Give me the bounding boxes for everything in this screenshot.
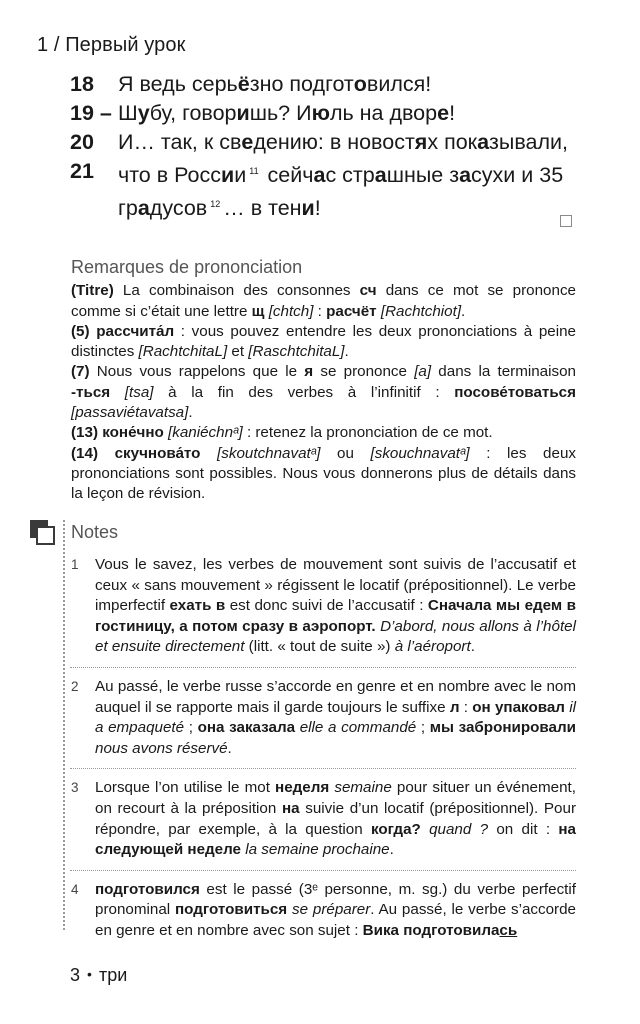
note-text: Vous le savez, les verbes de mouvement sont suivis de l’accusatif et ceux « sans mouvement » régissent le locatif (prépositionnel). Le verbe imperfectif ехать в est donc suivi de l’accusatif : Сначала мы едем в гостиницу, а потом сразу в аэропорт. D’abord, nous allons à l’hôtel et ensuite directement (litt. « tout de suite ») à l’aéroport.	[95, 556, 576, 656]
notes-icon	[30, 520, 58, 548]
note-item	[70, 667, 576, 768]
note-number: 3	[71, 780, 79, 796]
pronunciation-remarks	[71, 257, 576, 505]
note-text: Au passé, le verbe russe s’accorde en genre et en nombre avec le nom auquel il se rapporte mais il garde toujours le suffixe л : он упаковал il a empaqueté ; она заказала elle a commandé ; мы забронировали nous avons réservé.	[95, 677, 576, 757]
remarks-title: Remarques de prononciation	[71, 257, 303, 277]
remark-item: (7) Nous vous rappelons que le я se prononce [a] dans la terminaison -ться [tsa] à la fin des verbes à l’infinitif : посове́товаться [passaviétavatsa].	[71, 363, 576, 422]
line-text: Шубу, говоришь? Июль на дворе!	[118, 101, 456, 125]
notes-margin-rule	[63, 520, 65, 930]
line-text: что в России $^{11}$ сейчас страшные засухи и 35 градусов $^{12}$ … в тени!	[118, 163, 564, 220]
line-number: 18	[70, 72, 94, 96]
checkbox-icon	[560, 215, 572, 227]
dialogue-line	[70, 99, 570, 128]
note-item	[70, 870, 576, 951]
line-text: И… так, к сведению: в новостях показывали,	[118, 130, 569, 154]
notes-title: Notes	[71, 522, 119, 542]
dialogue-lines	[70, 70, 570, 223]
page-number-word: три	[98, 965, 128, 985]
line-number: 20	[70, 130, 94, 154]
remark-item: (Titre) La combinaison des consonnes сч dans ce mot se prononce comme si c’était une lettre щ [chtch] : расчёт [Rachtchiot].	[71, 282, 576, 320]
remark-item: (14) скучнова́то [skoutchnavatᵃ] ou [skouchnavatᵃ] : les deux prononciations sont possibles. Nous vous donnerons plus de détails dans la leçon de révision.	[71, 444, 576, 503]
line-text: Я ведь серьёзно подготовился!	[118, 72, 432, 96]
note-number: 2	[71, 678, 79, 694]
note-number: 4	[71, 881, 79, 897]
dialogue-line	[70, 128, 570, 157]
note-item	[70, 768, 576, 869]
bullet-separator: •	[87, 966, 92, 982]
line-number: 19 –	[70, 101, 112, 125]
note-item	[70, 553, 576, 667]
note-text: Lorsque l’on utilise le mot неделя semaine pour situer un événement, on recourt à la préposition на suivie d’un locatif (prépositionnel). Pour répondre, par exemple, à la question когда? quand ? on dit : на следующей неделе la semaine prochaine.	[95, 779, 576, 859]
note-number: 1	[71, 557, 79, 572]
dialogue-line	[70, 157, 570, 223]
remark-item: (13) коне́чно [kaniéchnᵃ] : retenez la prononciation de ce mot.	[71, 424, 493, 442]
dialogue-line	[70, 70, 570, 99]
page-footer	[70, 965, 127, 986]
page-header: 1 / Первый урок	[37, 34, 186, 56]
note-text: подготовился est le passé (3ᵉ personne, m. sg.) du verbe perfectif pronominal подготовиться se préparer. Au passé, le verbe s’accorde en genre et en nombre avec son sujet : Вика подготовилась	[95, 880, 576, 939]
notes-list	[70, 553, 576, 951]
page-number: 3	[70, 965, 81, 985]
line-number: 21	[70, 159, 94, 183]
remark-item: (5) рассчита́л : vous pouvez entendre les deux prononciations à peine distinctes [RachtchitaL] et [RaschtchitaL].	[71, 322, 576, 361]
